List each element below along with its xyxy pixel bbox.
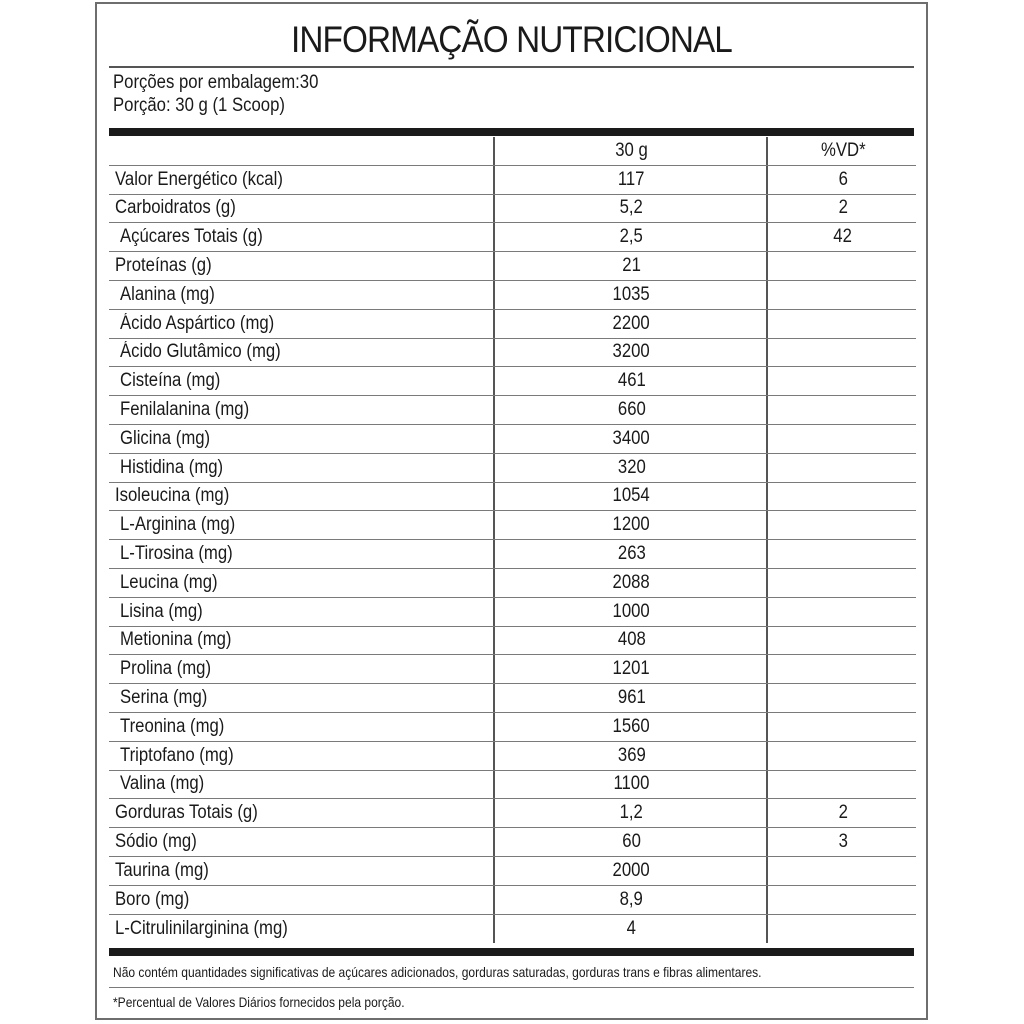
nutrient-vd: 42 [833, 226, 853, 248]
nutrient-vd: 3 [838, 831, 848, 853]
nutrient-name-cell [120, 310, 500, 338]
nutrient-name-cell [115, 886, 495, 914]
nutrient-value: 3400 [612, 427, 651, 449]
nutrient-name: Cisteína (mg) [120, 370, 221, 392]
nutrient-vd-cell [766, 195, 918, 223]
nutrient-value-cell [493, 771, 768, 799]
nutrient-vd-cell [766, 166, 918, 194]
table-row [109, 454, 916, 483]
nutrient-name-cell [120, 396, 500, 424]
nutrient-name: L-Citrulinilarginina (mg) [115, 917, 288, 939]
nutrient-value-cell [493, 627, 768, 655]
nutrient-name-cell [120, 569, 500, 597]
nutrient-vd-cell [766, 828, 918, 856]
nutrient-vd-cell [766, 396, 918, 424]
nutrient-vd-cell [766, 655, 918, 683]
nutrient-name-cell [120, 713, 500, 741]
nutrient-value-cell [493, 655, 768, 683]
nutrient-name-cell [120, 454, 500, 482]
header-name-cell [115, 137, 495, 165]
table-row [109, 195, 916, 224]
nutrient-vd-cell [766, 569, 918, 597]
table-row [109, 627, 916, 656]
nutrient-value-cell [493, 713, 768, 741]
table-row [109, 281, 916, 310]
table-row [109, 425, 916, 454]
nutrient-value-cell [493, 483, 768, 511]
nutrient-vd: 6 [838, 168, 848, 190]
nutrient-value-cell [493, 454, 768, 482]
table-row [109, 886, 916, 915]
nutrient-name-cell [115, 799, 495, 827]
nutrient-vd-cell [766, 886, 918, 914]
nutrient-value: 660 [617, 399, 646, 421]
table-row [109, 483, 916, 512]
header-vd-cell [766, 137, 918, 165]
nutrient-name: Fenilalanina (mg) [120, 399, 250, 421]
table-row [109, 569, 916, 598]
nutrient-value-cell [493, 281, 768, 309]
nutrient-value: 21 [622, 255, 641, 277]
nutrient-value-cell [493, 540, 768, 568]
table-row [109, 857, 916, 886]
table-row [109, 367, 916, 396]
nutrient-value: 2000 [612, 859, 651, 881]
nutrient-name: Serina (mg) [120, 687, 208, 709]
nutrient-name-cell [120, 655, 500, 683]
nutrient-value: 117 [618, 168, 645, 190]
nutrient-name: Histidina (mg) [120, 456, 224, 478]
nutrient-name: Lisina (mg) [120, 600, 203, 622]
nutrient-vd-cell [766, 857, 918, 885]
nutrient-value-cell [493, 799, 768, 827]
table-row [109, 598, 916, 627]
nutrient-name: Gorduras Totais (g) [115, 802, 258, 824]
nutrient-vd-cell [766, 425, 918, 453]
nutrient-vd-cell [766, 771, 918, 799]
nutrient-value-cell [493, 915, 768, 944]
nutrient-vd-cell [766, 540, 918, 568]
nutrient-name-cell [115, 195, 495, 223]
nutrient-name-cell [120, 339, 500, 367]
nutrient-value-cell [493, 569, 768, 597]
table-row [109, 540, 916, 569]
nutrition-facts-panel [95, 2, 928, 1020]
nutrient-value: 1035 [612, 283, 651, 305]
nutrient-name: Glicina (mg) [120, 427, 211, 449]
nutrient-value: 1100 [613, 773, 650, 795]
table-row [109, 252, 916, 281]
nutrient-vd-cell [766, 223, 918, 251]
nutrient-name-cell [120, 367, 500, 395]
nutrition-table [109, 137, 916, 943]
nutrient-value-cell [493, 310, 768, 338]
table-row [109, 396, 916, 425]
table-row [109, 915, 916, 944]
nutrient-value: 263 [617, 543, 646, 565]
thick-divider-top [109, 128, 914, 136]
nutrient-value: 1,2 [619, 802, 644, 824]
nutrient-name-cell [120, 223, 500, 251]
nutrient-value-cell [493, 742, 768, 770]
nutrient-value: 1054 [612, 485, 651, 507]
nutrient-name-cell [120, 425, 500, 453]
nutrient-name: Proteínas (g) [115, 255, 212, 277]
nutrient-vd-cell [766, 281, 918, 309]
nutrient-vd-cell [766, 915, 918, 944]
thick-divider-bottom [109, 948, 914, 956]
nutrient-value-cell [493, 339, 768, 367]
nutrient-value: 3200 [612, 341, 651, 363]
nutrient-name: L-Arginina (mg) [120, 514, 236, 536]
nutrient-name: Leucina (mg) [120, 571, 218, 593]
nutrient-vd-cell [766, 252, 918, 280]
table-row [109, 166, 916, 195]
nutrient-name: Sódio (mg) [115, 831, 197, 853]
nutrient-vd-cell [766, 454, 918, 482]
nutrient-value-cell [493, 857, 768, 885]
table-row [109, 684, 916, 713]
nutrient-vd-cell [766, 627, 918, 655]
table-row [109, 511, 916, 540]
nutrient-value: 1201 [612, 658, 651, 680]
servings-per-package: Porções por embalagem:30 [113, 72, 319, 93]
nutrient-name-cell [115, 915, 495, 944]
nutrient-value: 461 [617, 370, 646, 392]
table-row [109, 223, 916, 252]
nutrient-value-cell [493, 252, 768, 280]
nutrient-value: 1000 [612, 600, 651, 622]
nutrient-name: Triptofano (mg) [120, 744, 234, 766]
nutrient-name: Alanina (mg) [120, 283, 215, 305]
table-row [109, 799, 916, 828]
nutrient-value-cell [493, 886, 768, 914]
nutrient-name-cell [115, 483, 495, 511]
nutrient-name: Carboidratos (g) [115, 197, 236, 219]
nutrient-value-cell [493, 223, 768, 251]
nutrient-name-cell [115, 252, 495, 280]
nutrient-value: 369 [617, 744, 646, 766]
nutrient-vd: 2 [838, 197, 848, 219]
nutrient-value: 2200 [612, 312, 651, 334]
nutrient-name: Isoleucina (mg) [115, 485, 230, 507]
nutrient-name-cell [120, 511, 500, 539]
nutrient-name: Ácido Aspártico (mg) [120, 312, 275, 334]
nutrient-vd-cell [766, 799, 918, 827]
table-row [109, 742, 916, 771]
nutrient-value: 320 [617, 456, 646, 478]
nutrient-value: 1200 [612, 514, 651, 536]
table-row [109, 655, 916, 684]
nutrient-name-cell [120, 627, 500, 655]
nutrient-name-cell [120, 771, 500, 799]
nutrition-title: INFORMAÇÃO NUTRICIONAL [291, 19, 732, 60]
nutrient-vd-cell [766, 598, 918, 626]
table-row [109, 713, 916, 742]
header-value-label: 30 g [615, 139, 648, 161]
header-vd-label: %VD* [820, 139, 866, 161]
nutrient-rows [109, 166, 916, 944]
nutrient-value-cell [493, 396, 768, 424]
nutrient-name-cell [115, 166, 495, 194]
footnote-divider [109, 987, 914, 988]
nutrient-vd-cell [766, 367, 918, 395]
nutrient-name-cell [120, 684, 500, 712]
nutrient-value-cell [493, 684, 768, 712]
nutrient-value: 961 [617, 687, 646, 709]
nutrient-value-cell [493, 425, 768, 453]
nutrient-value-cell [493, 598, 768, 626]
nutrient-name: Ácido Glutâmico (mg) [120, 341, 281, 363]
nutrient-name-cell [115, 828, 495, 856]
nutrient-value-cell [493, 367, 768, 395]
nutrient-name: Valina (mg) [120, 773, 205, 795]
nutrient-value: 1560 [612, 715, 651, 737]
nutrient-value-cell [493, 195, 768, 223]
nutrient-value: 2,5 [619, 226, 644, 248]
nutrient-value-cell [493, 166, 768, 194]
title-divider [109, 66, 914, 68]
nutrient-name-cell [120, 598, 500, 626]
nutrient-name-cell [120, 281, 500, 309]
nutrient-value: 8,9 [619, 888, 644, 910]
table-row [109, 310, 916, 339]
nutrient-name-cell [115, 857, 495, 885]
nutrient-vd-cell [766, 339, 918, 367]
nutrient-value: 60 [622, 831, 641, 853]
nutrient-vd: 2 [838, 802, 848, 824]
nutrient-value: 2088 [612, 571, 651, 593]
nutrient-name: Prolina (mg) [120, 658, 212, 680]
nutrient-value: 408 [617, 629, 646, 651]
table-row [109, 339, 916, 368]
nutrient-value-cell [493, 511, 768, 539]
nutrient-vd-cell [766, 511, 918, 539]
table-header-row [109, 137, 916, 166]
table-row [109, 771, 916, 800]
nutrient-name-cell [120, 540, 500, 568]
nutrient-value: 5,2 [619, 197, 644, 219]
footnote-daily-values: *Percentual de Valores Diários fornecidos pela porção. [113, 994, 405, 1010]
nutrient-name: Açúcares Totais (g) [120, 226, 263, 248]
table-row [109, 828, 916, 857]
footnote-not-significant: Não contém quantidades significativas de açúcares adicionados, gorduras saturadas, gorduras trans e fibras alimentares. [113, 964, 762, 980]
nutrient-vd-cell [766, 483, 918, 511]
nutrient-name: Treonina (mg) [120, 715, 225, 737]
nutrient-name: Valor Energético (kcal) [115, 168, 283, 190]
nutrient-value: 4 [626, 917, 637, 939]
nutrient-vd-cell [766, 713, 918, 741]
portion-size: Porção: 30 g (1 Scoop) [113, 95, 285, 116]
nutrient-vd-cell [766, 310, 918, 338]
nutrient-name: Boro (mg) [115, 888, 190, 910]
nutrient-name: L-Tirosina (mg) [120, 543, 233, 565]
nutrient-name-cell [120, 742, 500, 770]
nutrient-vd-cell [766, 684, 918, 712]
header-value-cell [493, 137, 768, 165]
nutrient-vd-cell [766, 742, 918, 770]
nutrient-name: Metionina (mg) [120, 629, 232, 651]
nutrient-value-cell [493, 828, 768, 856]
nutrient-name: Taurina (mg) [115, 859, 209, 881]
